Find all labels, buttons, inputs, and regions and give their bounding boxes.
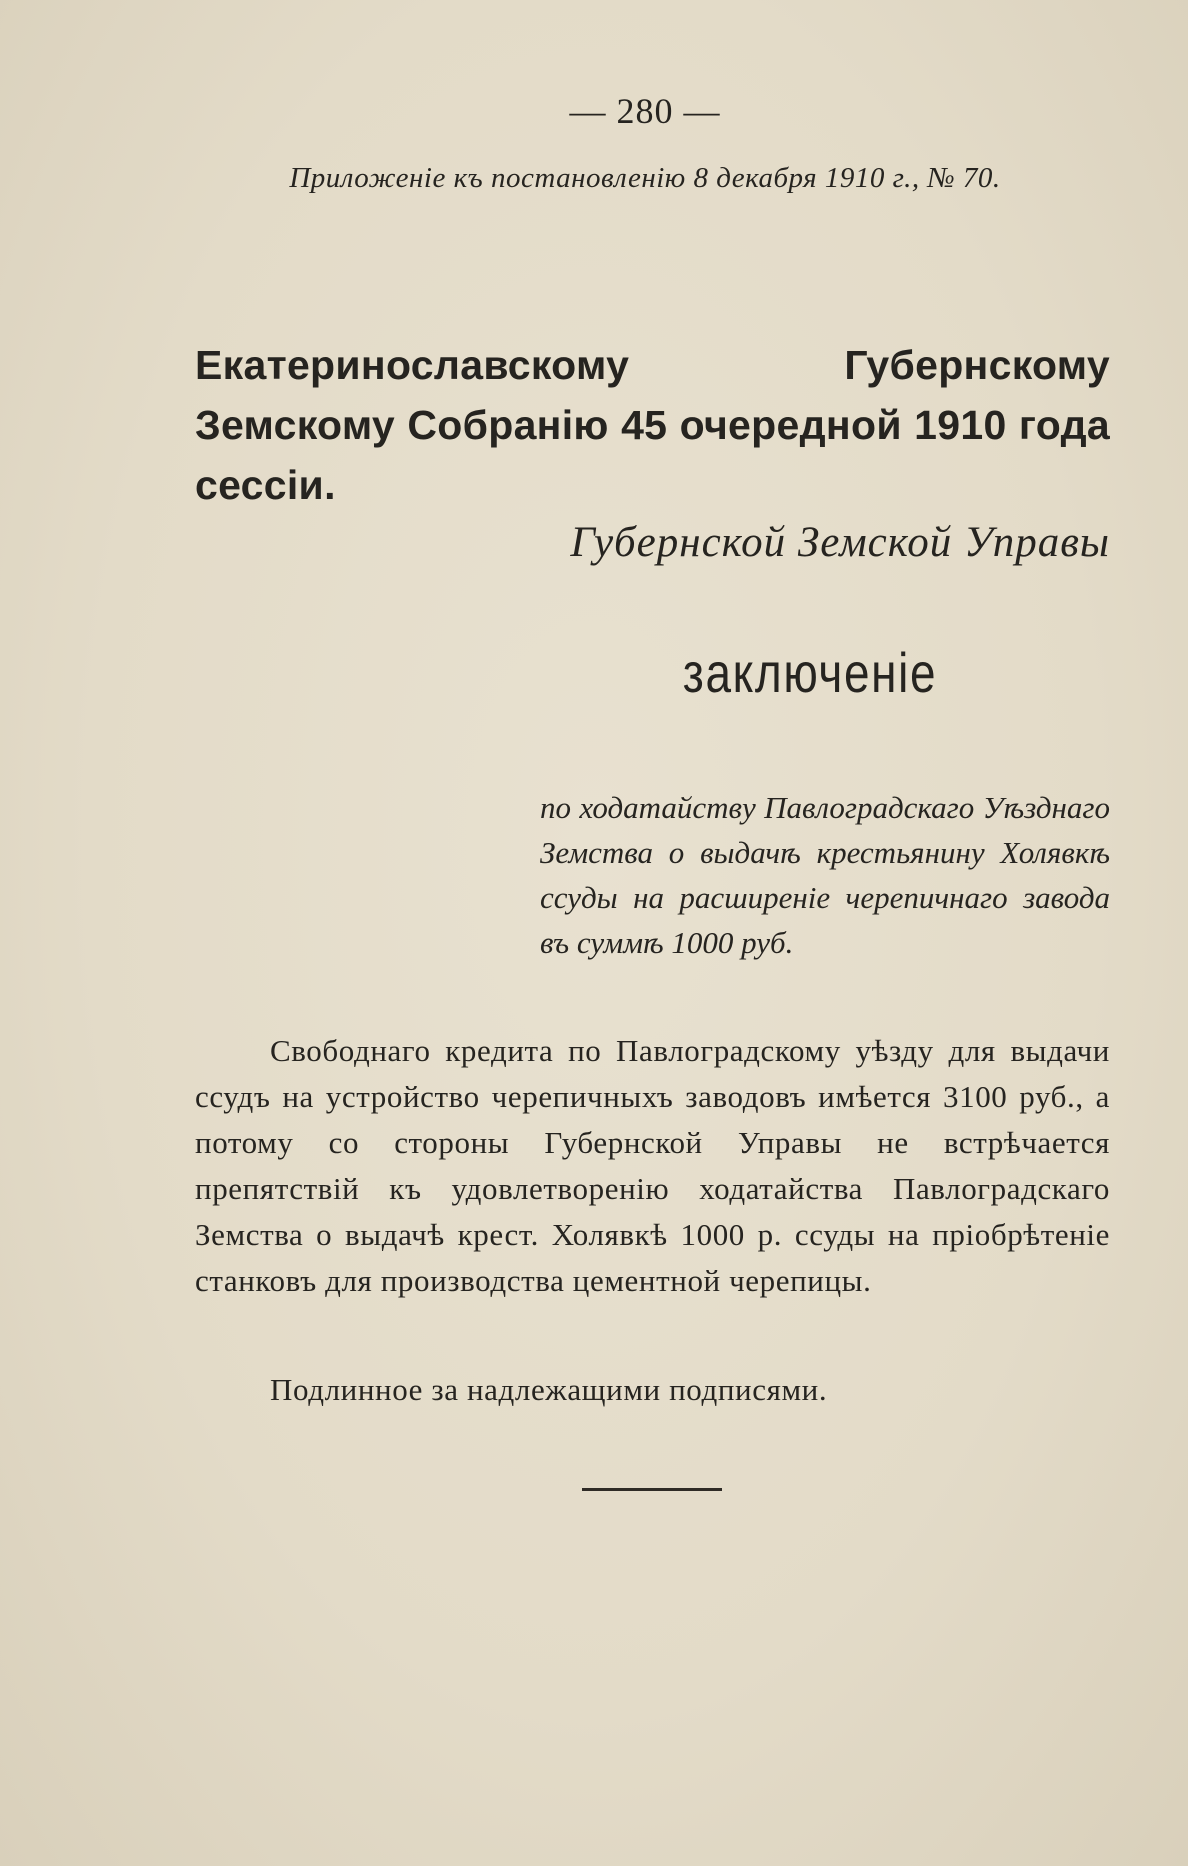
appendix-note: Приложеніе къ постановленію 8 декабря 1910 г., № 70. (289, 162, 1001, 194)
closing-rule (582, 1488, 722, 1491)
page-number: — 280 — (569, 91, 721, 131)
board-name: Губернской Земской Управы (570, 519, 1110, 566)
document-heading: Екатеринославскому Губернскому Земскому Собранію 45 очередной 1910 года сессіи. (195, 342, 1110, 508)
signature-note: Подлинное за надлежащими подписями. (270, 1372, 828, 1407)
conclusion-title: заключеніе (682, 641, 938, 704)
subject-paragraph: по ходатайству Павлоградскаго Уѣзднаго Земства о выдачѣ крестьянину Холявкѣ ссуды на расширеніе черепичнаго завода въ суммѣ 1000 руб. (540, 790, 1110, 960)
body-paragraph: Свободнаго кредита по Павлоградскому уѣзду для выдачи ссудъ на устройство черепичныхъ заводовъ имѣется 3100 руб., а потому со стороны Губернской Управы не встрѣчается препятствій къ удовлетворенію ходатайства Павлоградскаго Земства о выдачѣ крест. Холявкѣ 1000 р. ссуды на пріобрѣтеніе станковъ для производства цементной черепицы. (195, 1033, 1110, 1298)
